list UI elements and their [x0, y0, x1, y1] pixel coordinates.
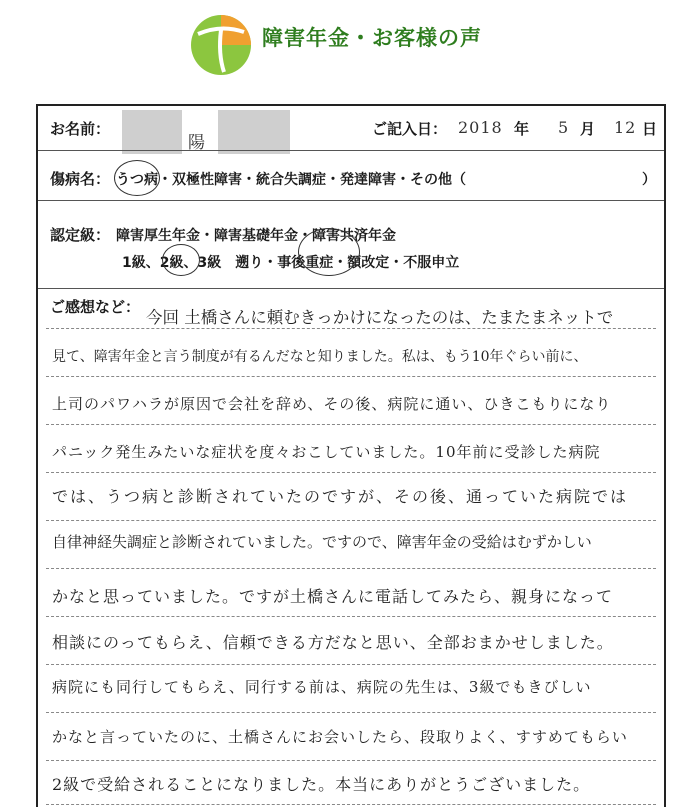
divider	[38, 200, 664, 201]
writing-rule	[46, 520, 656, 521]
site-title: 障害年金・お客様の声	[262, 26, 482, 50]
writing-rule	[46, 760, 656, 761]
writing-rule	[46, 328, 656, 329]
comment-line: かなと言っていたのに、土橋さんにお会いしたら、段取りよく、すすめてもらい	[52, 728, 628, 746]
comment-line: 自律神経失調症と診断されていました。ですので、障害年金の受給はむずかしい	[52, 533, 592, 551]
date-label: ご記入日：	[372, 120, 448, 138]
testimonial-form	[36, 104, 666, 807]
comment-line: では、うつ病と診断されていたのですが、その後、通っていた病院では	[52, 487, 629, 506]
disease-options: うつ病・双極性障害・統合失調症・発達障害・その他（	[116, 172, 466, 188]
comment-line: パニック発生みたいな症状を度々おこしていました。10年前に受診した病院	[52, 443, 601, 461]
writing-rule	[46, 616, 656, 617]
writing-rule	[46, 376, 656, 377]
divider	[38, 288, 664, 289]
comment-line: 相談にのってもらえ、信頼できる方だなと思い、全部おまかせしました。	[52, 633, 614, 652]
date-year-unit: 年	[514, 120, 530, 138]
date-day: 12	[614, 118, 637, 137]
date-month: 5	[558, 118, 570, 137]
cert-grades: 1級、2級、3級 遡り・事後重症・額改定・不服申立	[122, 255, 460, 271]
comment-line: 上司のパワハラが原因で会社を辞め、その後、病院に通い、ひきこもりになり	[52, 395, 612, 413]
writing-rule	[46, 804, 656, 805]
date-year: 2018	[458, 118, 503, 137]
name-redaction-left	[122, 110, 182, 154]
comment-line: 今回 土橋さんに頼むきっかけになったのは、たまたまネットで	[146, 308, 614, 327]
writing-rule	[46, 568, 656, 569]
date-day-unit: 日	[642, 120, 658, 138]
selection-circle	[298, 228, 360, 276]
comment-line: 2級で受給されることになりました。本当にありがとうございました。	[52, 775, 591, 794]
selection-circle	[114, 160, 160, 196]
logo-icon	[190, 14, 252, 76]
disease-label: 傷病名：	[50, 170, 111, 188]
disease-close: ）	[642, 172, 656, 188]
cert-types: 障害厚生年金・障害基礎年金・障害共済年金	[116, 228, 396, 244]
selection-circle	[162, 244, 200, 276]
name-label: お名前：	[50, 120, 111, 138]
date-month-unit: 月	[580, 120, 596, 138]
name-value: 陽	[188, 133, 206, 153]
comment-label: ご感想など：	[50, 298, 141, 316]
cert-label: 認定級：	[50, 226, 111, 244]
writing-rule	[46, 472, 656, 473]
writing-rule	[46, 424, 656, 425]
comment-line: かなと思っていました。ですが土橋さんに電話してみたら、親身になって	[52, 587, 614, 606]
writing-rule	[46, 712, 656, 713]
comment-line: 病院にも同行してもらえ、同行する前は、病院の先生は、3級でもきびしい	[52, 678, 592, 696]
name-redaction-right	[218, 110, 290, 154]
page-header	[0, 0, 697, 100]
comment-line: 見て、障害年金と言う制度が有るんだなと知りました。私は、もう10年ぐらい前に、	[52, 349, 588, 365]
writing-rule	[46, 664, 656, 665]
divider	[38, 150, 664, 151]
